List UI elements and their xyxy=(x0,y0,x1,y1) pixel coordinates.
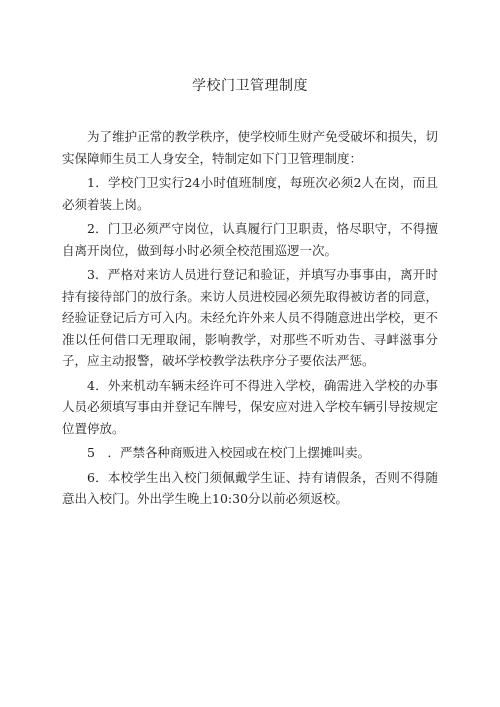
document-title: 学校门卫管理制度 xyxy=(192,78,308,94)
intro-paragraph: 为了维护正常的教学秩序，使学校师生财产免受破坏和损失，切实保障师生员工人身安全，特制定如下门卫管理制度： xyxy=(62,129,438,166)
rule-paragraph-3: 3．严格对来访人员进行登记和验证，并填写办事事由，离开时持有接待部门的放行条。来访人员进校园必须先取得被访者的同意，经验证登记后方可入内。未经允许外来人员不得随意进出学校，更不准以任何借口无理取闹，影响教学，对那些不听劝告、寻衅滋事分子，应主动报警，破坏学校教学法秩序分子要依法严惩。 xyxy=(62,267,438,368)
rule-paragraph-6: 6．本校学生出入校门须佩戴学生证、持有请假条，否则不得随意出入校门。外出学生晚上10:30分以前必须返校。 xyxy=(62,469,438,506)
rule-paragraph-1: 1．学校门卫实行24小时值班制度，每班次必须2人在岗，而且必须着装上岗。 xyxy=(62,175,438,212)
rule-paragraph-5: 5 ．严禁各种商贩进入校园或在校门上摆摊叫卖。 xyxy=(87,445,370,460)
rule-paragraph-2: 2．门卫必须严守岗位，认真履行门卫职责，恪尽职守，不得擅自离开岗位，做到每小时必须全校范围巡逻一次。 xyxy=(62,221,438,258)
document-body xyxy=(62,126,438,513)
rule-paragraph-4: 4．外来机动车辆未经许可不得进入学校，确需进入学校的办事人员必须填写事由并登记车牌号，保安应对进入学校车辆引导按规定位置停放。 xyxy=(62,377,438,436)
